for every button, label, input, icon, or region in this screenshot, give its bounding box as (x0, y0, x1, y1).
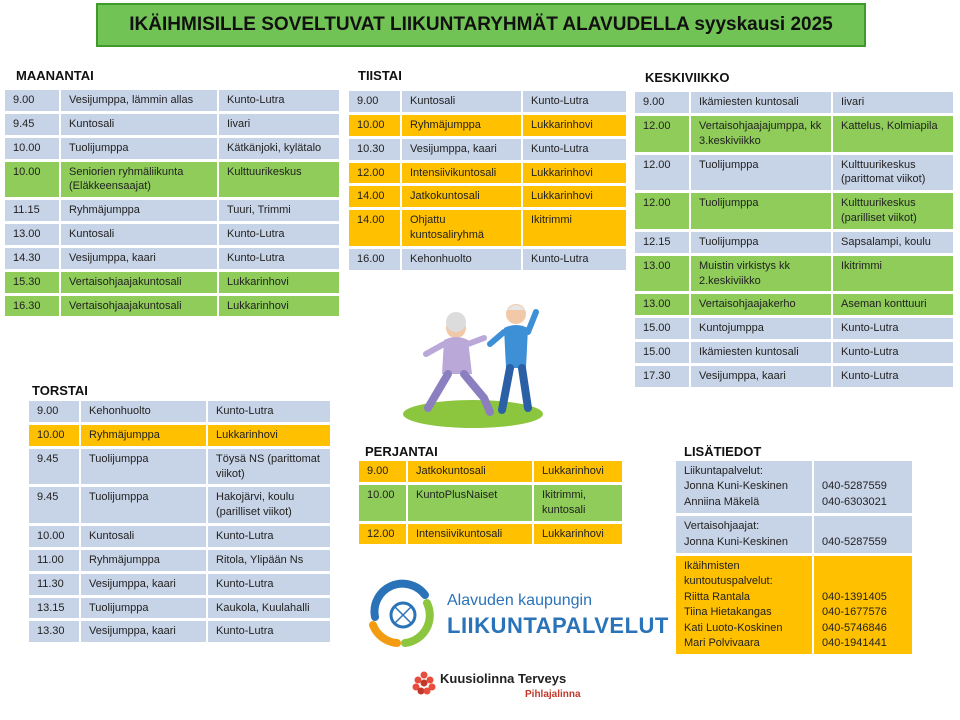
schedule-activity: Ikämiesten kuntosali (691, 342, 833, 363)
schedule-time: 13.00 (5, 224, 61, 245)
schedule-time: 9.00 (359, 461, 408, 482)
schedule-place: Ritola, Ylipään Ns (208, 550, 330, 571)
schedule-place: Lukkarinhovi (523, 186, 626, 207)
schedule-activity: KuntoPlusNaiset (408, 485, 534, 521)
schedule-row (29, 425, 330, 446)
contact-phones (814, 516, 912, 553)
schedule-row (5, 162, 339, 198)
schedule-time: 17.30 (635, 366, 691, 387)
schedule-time: 9.00 (5, 90, 61, 111)
schedule-row (635, 193, 953, 229)
schedule-place: Ikitrimmi, kuntosali (534, 485, 622, 521)
table-tiistai (349, 88, 626, 273)
schedule-row (635, 155, 953, 191)
schedule-row (349, 249, 626, 270)
schedule-activity: Ryhmäjumppa (402, 115, 523, 136)
schedule-place: Kunto-Lutra (523, 91, 626, 112)
schedule-activity: Tuolijumppa (691, 193, 833, 229)
contact-names (676, 556, 814, 654)
liikuntapalvelut-logo (365, 577, 669, 647)
schedule-activity: Kuntosali (61, 114, 219, 135)
schedule-activity: Ryhmäjumppa (61, 200, 219, 221)
schedule-activity: Tuolijumppa (81, 487, 208, 523)
schedule-row (5, 200, 339, 221)
contact-phone: 040-5287559 (822, 535, 887, 548)
schedule-activity: Vesijumppa, lämmin allas (61, 90, 219, 111)
schedule-activity: Ikämiesten kuntosali (691, 92, 833, 113)
schedule-time: 12.00 (635, 193, 691, 229)
schedule-row (359, 461, 622, 482)
contact-names (676, 516, 814, 553)
schedule-activity: Intensiivikuntosali (402, 163, 523, 184)
schedule-time: 11.30 (29, 574, 81, 595)
schedule-row (5, 138, 339, 159)
schedule-time: 9.45 (29, 487, 81, 523)
schedule-place: Kunto-Lutra (833, 318, 953, 339)
schedule-activity: Vesijumppa, kaari (81, 574, 208, 595)
schedule-row (5, 296, 339, 317)
schedule-row (29, 401, 330, 422)
schedule-place: Ikitrimmi (833, 256, 953, 292)
schedule-place: Kunto-Lutra (219, 248, 339, 269)
schedule-time: 16.30 (5, 296, 61, 317)
schedule-row (349, 186, 626, 207)
schedule-place: Kunto-Lutra (833, 366, 953, 387)
schedule-time: 13.00 (635, 256, 691, 292)
schedule-time: 15.30 (5, 272, 61, 293)
schedule-time: 9.45 (29, 449, 81, 485)
schedule-time: 14.00 (349, 210, 402, 246)
schedule-place: Lukkarinhovi (523, 115, 626, 136)
schedule-place: Kunto-Lutra (208, 621, 330, 642)
schedule-time: 9.00 (349, 91, 402, 112)
schedule-row (635, 342, 953, 363)
schedule-activity: Ryhmäjumppa (81, 550, 208, 571)
schedule-time: 15.00 (635, 342, 691, 363)
contact-phone: 040-1677576 (822, 606, 887, 619)
schedule-row (635, 294, 953, 315)
schedule-time: 10.30 (349, 139, 402, 160)
schedule-place: Lukkarinhovi (219, 272, 339, 293)
heading-lisatiedot: LISÄTIEDOT (684, 444, 762, 459)
schedule-activity: Kuntosali (61, 224, 219, 245)
heading-tiistai: TIISTAI (358, 68, 402, 83)
schedule-activity: Kuntojumppa (691, 318, 833, 339)
contact-phone: 040-1941441 (822, 636, 887, 649)
schedule-time: 10.00 (349, 115, 402, 136)
schedule-row (635, 232, 953, 253)
schedule-activity: Vesijumppa, kaari (61, 248, 219, 269)
schedule-place: Kunto-Lutra (208, 401, 330, 422)
schedule-place: Töysä NS (parittomat viikot) (208, 449, 330, 485)
schedule-activity: Vertaisohjaajakuntosali (61, 272, 219, 293)
schedule-row (635, 366, 953, 387)
schedule-time: 9.00 (635, 92, 691, 113)
schedule-time: 11.00 (29, 550, 81, 571)
contact-name-line: Tiina Hietakangas (684, 606, 772, 619)
liikuntapalvelut-line2: LIIKUNTAPALVELUT (447, 613, 669, 638)
schedule-activity: Vertaisohjaajakerho (691, 294, 833, 315)
contact-name-line: Liikuntapalvelut: (684, 465, 763, 477)
contact-phone: 040-5287559 (822, 480, 887, 493)
schedule-activity: Vertaisohjaajajumppa, kk 3.keskiviikko (691, 116, 833, 152)
schedule-time: 10.00 (29, 526, 81, 547)
schedule-time: 13.00 (635, 294, 691, 315)
schedule-time: 10.00 (5, 162, 61, 198)
heading-keskiviikko: KESKIVIIKKO (645, 70, 730, 85)
schedule-place: Kunto-Lutra (833, 342, 953, 363)
schedule-place: Kulttuurikeskus (219, 162, 339, 198)
kuusiolinna-name: Kuusiolinna Terveys (440, 671, 567, 686)
schedule-row (635, 318, 953, 339)
contact-names (676, 461, 814, 513)
schedule-row (29, 621, 330, 642)
schedule-time: 10.00 (5, 138, 61, 159)
schedule-row (349, 163, 626, 184)
schedule-row (359, 524, 622, 545)
liikuntapalvelut-emblem-icon (365, 577, 441, 647)
schedule-row (359, 485, 622, 521)
schedule-activity: Vesijumppa, kaari (402, 139, 523, 160)
schedule-place: Lukkarinhovi (534, 524, 622, 545)
contact-name-line: Vertaisohjaajat: (684, 520, 760, 533)
schedule-place: Lukkarinhovi (534, 461, 622, 482)
contact-phone: 040-6303021 (822, 495, 887, 508)
schedule-row (5, 224, 339, 245)
schedule-time: 16.00 (349, 249, 402, 270)
schedule-row (5, 114, 339, 135)
schedule-activity: Intensiivikuntosali (408, 524, 534, 545)
schedule-activity: Vertaisohjaajakuntosali (61, 296, 219, 317)
schedule-row (349, 139, 626, 160)
schedule-activity: Seniorien ryhmäliikunta (Eläkkeensaajat) (61, 162, 219, 198)
schedule-row (349, 91, 626, 112)
schedule-row (349, 115, 626, 136)
heading-perjantai: PERJANTAI (365, 444, 438, 459)
schedule-row (349, 210, 626, 246)
schedule-place: Iivari (219, 114, 339, 135)
contact-block (676, 461, 912, 513)
lisatiedot-panel (676, 461, 912, 657)
schedule-row (635, 256, 953, 292)
schedule-place: Aseman konttuuri (833, 294, 953, 315)
schedule-place: Kunto-Lutra (523, 249, 626, 270)
schedule-row (29, 598, 330, 619)
seniors-exercising-illustration (398, 288, 548, 430)
table-torstai (29, 398, 330, 645)
contact-phones (814, 556, 912, 654)
schedule-activity: Ryhmäjumppa (81, 425, 208, 446)
schedule-time: 10.00 (359, 485, 408, 521)
schedule-activity: Kuntosali (402, 91, 523, 112)
schedule-time: 12.00 (635, 116, 691, 152)
schedule-place: Kattelus, Kolmiapila (833, 116, 953, 152)
schedule-time: 12.15 (635, 232, 691, 253)
schedule-activity: Kuntosali (81, 526, 208, 547)
contact-phones (814, 461, 912, 513)
schedule-time: 12.00 (359, 524, 408, 545)
kuusiolinna-logo (410, 667, 610, 707)
page-title: IKÄIHMISILLE SOVELTUVAT LIIKUNTARYHMÄT ALAVUDELLA syyskausi 2025 (96, 3, 866, 47)
schedule-place: Sapsalampi, koulu (833, 232, 953, 253)
schedule-time: 12.00 (349, 163, 402, 184)
kuusiolinna-sub: Pihlajalinna (525, 689, 581, 700)
schedule-activity: Tuolijumppa (81, 449, 208, 485)
contact-block (676, 556, 912, 654)
schedule-time: 9.00 (29, 401, 81, 422)
schedule-row (29, 449, 330, 485)
schedule-row (29, 574, 330, 595)
schedule-place: Tuuri, Trimmi (219, 200, 339, 221)
liikuntapalvelut-line1: Alavuden kaupungin (447, 592, 593, 609)
schedule-row (29, 526, 330, 547)
schedule-activity: Tuolijumppa (61, 138, 219, 159)
schedule-place: Kulttuurikeskus (parilliset viikot) (833, 193, 953, 229)
schedule-time: 10.00 (29, 425, 81, 446)
schedule-row (5, 248, 339, 269)
schedule-place: Kunto-Lutra (219, 90, 339, 111)
schedule-row (5, 272, 339, 293)
contact-name-line: Mari Polvivaara (684, 636, 760, 649)
schedule-place: Kunto-Lutra (208, 526, 330, 547)
schedule-time: 11.15 (5, 200, 61, 221)
schedule-place: Ikitrimmi (523, 210, 626, 246)
schedule-row (29, 550, 330, 571)
table-keskiviikko (635, 89, 953, 390)
schedule-activity: Muistin virkistys kk 2.keskiviikko (691, 256, 833, 292)
schedule-place: Kulttuurikeskus (parittomat viikot) (833, 155, 953, 191)
contact-name-line: Kati Luoto-Koskinen (684, 621, 783, 634)
contact-phone: 040-1391405 (822, 590, 887, 603)
schedule-activity: Kehonhuolto (81, 401, 208, 422)
schedule-time: 9.45 (5, 114, 61, 135)
contact-name-line: Jonna Kuni-Keskinen (684, 535, 788, 548)
schedule-time: 15.00 (635, 318, 691, 339)
schedule-row (635, 116, 953, 152)
heading-torstai: TORSTAI (32, 383, 88, 398)
schedule-row (635, 92, 953, 113)
schedule-time: 12.00 (635, 155, 691, 191)
contact-name-line: Jonna Kuni-Keskinen (684, 480, 788, 493)
schedule-activity: Jatkokuntosali (402, 186, 523, 207)
contact-name-line: Anniina Mäkelä (684, 495, 760, 508)
schedule-place: Kätkänjoki, kylätalo (219, 138, 339, 159)
schedule-time: 13.30 (29, 621, 81, 642)
schedule-activity: Ohjattu kuntosaliryhmä (402, 210, 523, 246)
schedule-place: Lukkarinhovi (208, 425, 330, 446)
contact-phone: 040-5746846 (822, 621, 887, 634)
schedule-time: 14.30 (5, 248, 61, 269)
schedule-place: Iivari (833, 92, 953, 113)
schedule-activity: Tuolijumppa (691, 155, 833, 191)
schedule-row (5, 90, 339, 111)
schedule-place: Hakojärvi, koulu (parilliset viikot) (208, 487, 330, 523)
schedule-activity: Jatkokuntosali (408, 461, 534, 482)
schedule-place: Kunto-Lutra (208, 574, 330, 595)
schedule-activity: Tuolijumppa (691, 232, 833, 253)
contact-block (676, 516, 912, 553)
schedule-activity: Tuolijumppa (81, 598, 208, 619)
schedule-place: Lukkarinhovi (523, 163, 626, 184)
heading-maanantai: MAANANTAI (16, 68, 94, 83)
contact-name-line: Riitta Rantala (684, 590, 751, 603)
table-maanantai (5, 87, 339, 319)
schedule-time: 14.00 (349, 186, 402, 207)
schedule-activity: Vesijumppa, kaari (81, 621, 208, 642)
schedule-place: Lukkarinhovi (219, 296, 339, 317)
schedule-activity: Vesijumppa, kaari (691, 366, 833, 387)
kuusiolinna-berry-icon (410, 669, 438, 697)
schedule-place: Kunto-Lutra (523, 139, 626, 160)
contact-name-line: Ikäihmisten kuntoutuspalvelut: (684, 559, 773, 588)
table-perjantai (359, 458, 622, 547)
schedule-place: Kunto-Lutra (219, 224, 339, 245)
schedule-time: 13.15 (29, 598, 81, 619)
schedule-activity: Kehonhuolto (402, 249, 523, 270)
schedule-row (29, 487, 330, 523)
schedule-place: Kaukola, Kuulahalli (208, 598, 330, 619)
